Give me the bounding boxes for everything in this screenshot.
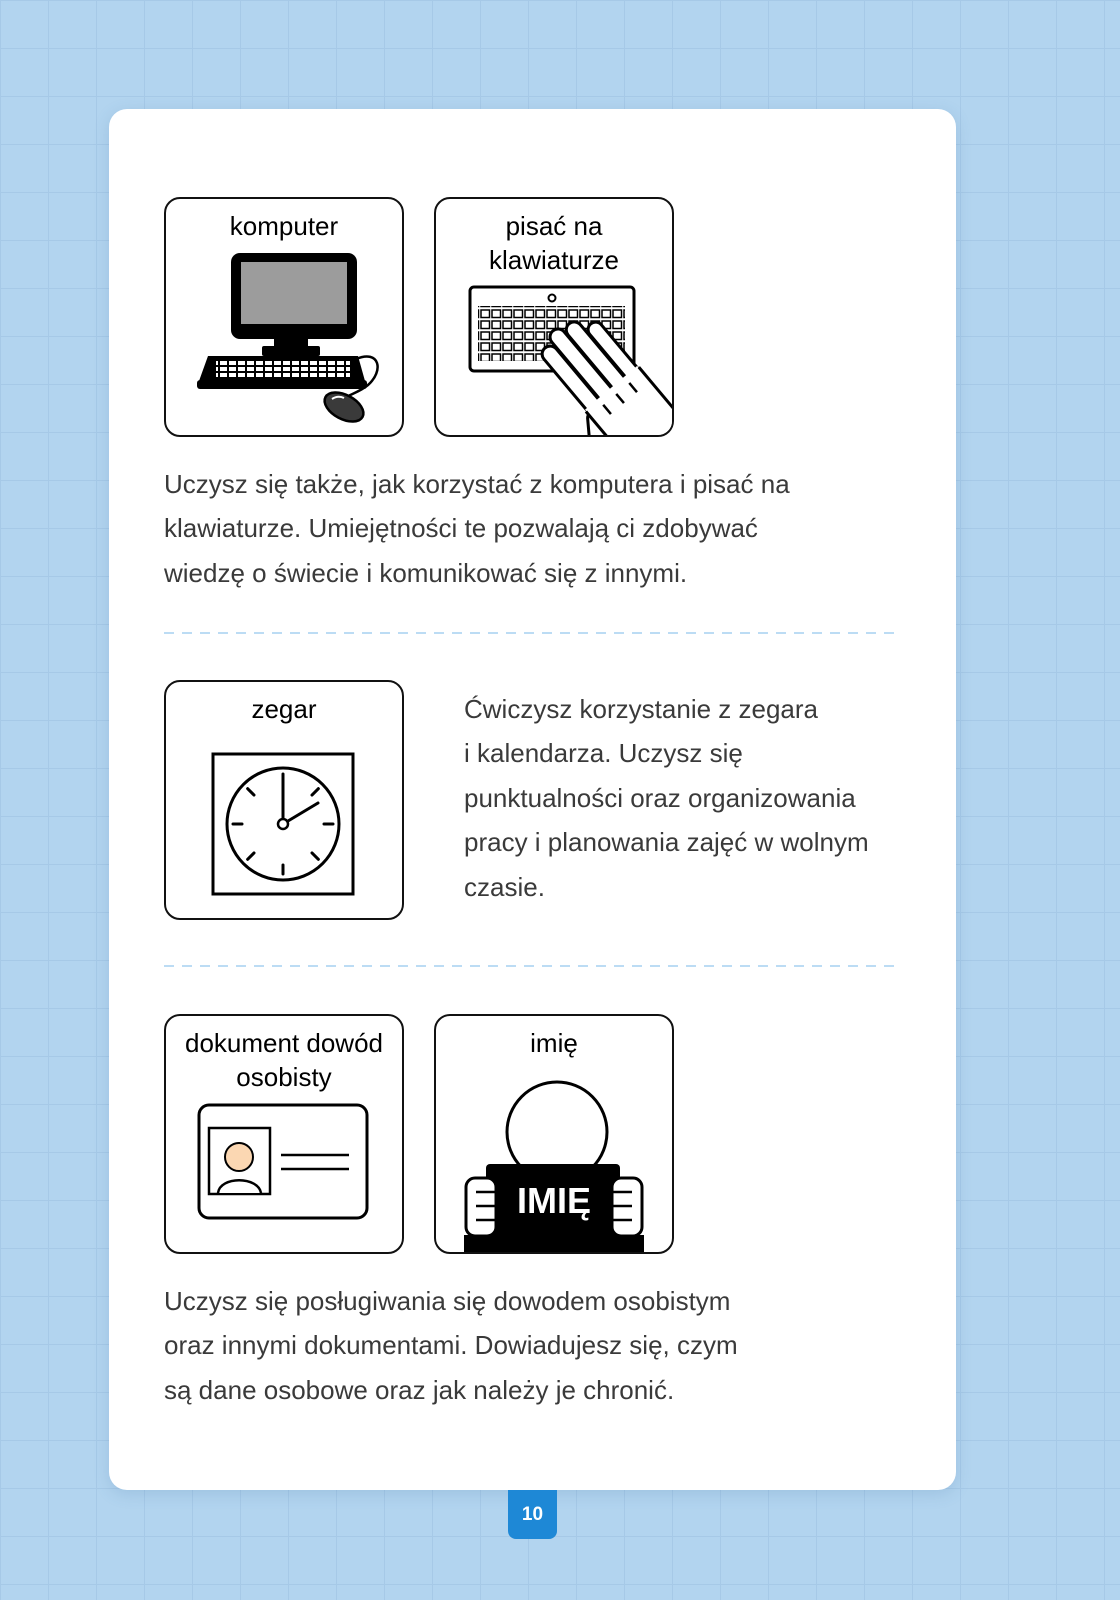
paragraph-computer xyxy=(164,462,790,595)
text-line: Uczysz się także, jak korzystać z komputera i pisać na xyxy=(164,469,790,499)
dashed-divider xyxy=(164,632,902,634)
pictogram-label xyxy=(166,209,402,243)
pictogram-label-line: klawiaturze xyxy=(488,245,620,275)
text-line: czasie. xyxy=(464,871,545,902)
dashed-divider xyxy=(164,965,902,967)
text-line: oraz innymi dokumentami. Dowiadujesz się, czym xyxy=(164,1330,738,1361)
pictogram-id-card xyxy=(164,1014,404,1254)
paragraph-documents xyxy=(164,1279,738,1412)
pictogram-label-line: osobisty xyxy=(236,1062,332,1092)
pictogram-label-line: komputer xyxy=(229,211,339,241)
paragraph-clock xyxy=(464,687,869,909)
pictogram-label xyxy=(436,1026,672,1060)
pictogram-label-line: dokument dowód xyxy=(184,1028,384,1058)
pictogram-label-line: pisać na xyxy=(505,211,603,241)
text-line: Ćwiczysz korzystanie z zegara xyxy=(464,694,818,724)
text-line: i kalendarza. Uczysz się xyxy=(464,738,743,769)
text-line: klawiaturze. Umiejętności te pozwalają ci zdobywać xyxy=(164,513,758,544)
text-line: punktualności oraz organizowania xyxy=(464,782,856,813)
pictogram-name xyxy=(434,1014,674,1254)
pictogram-typing xyxy=(434,197,674,437)
pictogram-label xyxy=(436,209,672,277)
pictogram-label-line: zegar xyxy=(251,694,317,724)
pictogram-computer xyxy=(164,197,404,437)
text-line: wiedzę o świecie i komunikować się z innymi. xyxy=(164,557,688,588)
text-line: pracy i planowania zajęć w wolnym xyxy=(464,827,869,858)
text-line: Uczysz się posługiwania się dowodem osobistym xyxy=(164,1286,731,1316)
pictogram-label xyxy=(166,1026,402,1094)
pictogram-clock xyxy=(164,680,404,920)
name-sign-text: IMIĘ xyxy=(516,1180,592,1221)
text-line: są dane osobowe oraz jak należy je chronić. xyxy=(164,1374,675,1405)
pictogram-label-line: imię xyxy=(530,1028,578,1058)
page-number: 10 xyxy=(521,1503,544,1525)
pictogram-label xyxy=(166,692,402,726)
page-number-badge xyxy=(508,1490,557,1539)
